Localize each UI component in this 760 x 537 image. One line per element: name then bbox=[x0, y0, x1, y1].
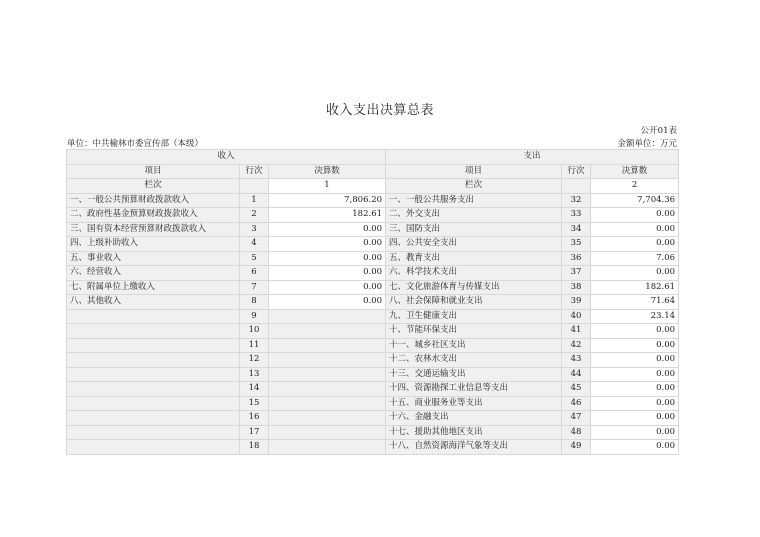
expense-item-cell: 十八、自然资源海洋气象等支出 bbox=[386, 440, 562, 455]
income-amount-cell bbox=[269, 411, 386, 426]
expense-rowno-cell: 41 bbox=[562, 324, 591, 339]
table-row bbox=[67, 295, 679, 310]
expense-amount-header: 决算数 bbox=[591, 164, 679, 179]
expense-item-cell: 四、公共安全支出 bbox=[386, 237, 562, 252]
income-rowno-cell: 11 bbox=[240, 338, 269, 353]
expense-amount-cell: 0.00 bbox=[591, 367, 679, 382]
expense-amount-cell: 0.00 bbox=[591, 324, 679, 339]
income-amount-cell: 0.00 bbox=[269, 237, 386, 252]
income-item-cell bbox=[67, 425, 240, 440]
expense-rowno-header: 行次 bbox=[562, 164, 591, 179]
expense-amount-cell: 0.00 bbox=[591, 353, 679, 368]
amount-unit-label: 金额单位：万元 bbox=[617, 139, 677, 149]
income-item-cell: 六、经营收入 bbox=[67, 266, 240, 281]
expense-amount-cell: 7,704.36 bbox=[591, 193, 679, 208]
table-row bbox=[67, 382, 679, 397]
expense-amount-cell: 0.00 bbox=[591, 266, 679, 281]
income-item-cell bbox=[67, 411, 240, 426]
expense-rowno-cell: 43 bbox=[562, 353, 591, 368]
income-item-cell bbox=[67, 309, 240, 324]
income-amount-header: 决算数 bbox=[269, 164, 386, 179]
expense-item-cell: 六、科学技术支出 bbox=[386, 266, 562, 281]
expense-amount-cell: 0.00 bbox=[591, 382, 679, 397]
table-row bbox=[67, 440, 679, 455]
income-amount-cell: 0.00 bbox=[269, 295, 386, 310]
expense-amount-cell: 23.14 bbox=[591, 309, 679, 324]
table-row bbox=[67, 338, 679, 353]
income-rowno-cell: 17 bbox=[240, 425, 269, 440]
income-column-label: 栏次 bbox=[67, 179, 240, 194]
table-row bbox=[67, 425, 679, 440]
expense-amount-cell: 0.00 bbox=[591, 237, 679, 252]
expense-rowno-cell: 48 bbox=[562, 425, 591, 440]
table-row bbox=[67, 222, 679, 237]
income-rowno-cell: 7 bbox=[240, 280, 269, 295]
income-rowno-cell: 15 bbox=[240, 396, 269, 411]
expense-rowno-cell: 38 bbox=[562, 280, 591, 295]
expense-amount-cell: 7.06 bbox=[591, 251, 679, 266]
expense-item-cell: 十、节能环保支出 bbox=[386, 324, 562, 339]
table-row bbox=[67, 411, 679, 426]
income-rowno-cell: 5 bbox=[240, 251, 269, 266]
expense-amount-cell: 0.00 bbox=[591, 208, 679, 223]
income-amount-cell bbox=[269, 440, 386, 455]
income-item-cell: 五、事业收入 bbox=[67, 251, 240, 266]
table-row bbox=[67, 237, 679, 252]
expense-rowno-cell: 33 bbox=[562, 208, 591, 223]
income-amount-cell: 7,806.20 bbox=[269, 193, 386, 208]
expense-item-cell: 二、外交支出 bbox=[386, 208, 562, 223]
expense-item-cell: 十一、城乡社区支出 bbox=[386, 338, 562, 353]
table-row bbox=[67, 324, 679, 339]
income-item-cell bbox=[67, 396, 240, 411]
income-rowno-cell: 9 bbox=[240, 309, 269, 324]
expense-amount-cell: 0.00 bbox=[591, 396, 679, 411]
expense-column-index: 2 bbox=[591, 179, 679, 194]
income-amount-cell: 0.00 bbox=[269, 280, 386, 295]
income-amount-cell: 0.00 bbox=[269, 266, 386, 281]
table-row bbox=[67, 208, 679, 223]
expense-item-cell: 十七、援助其他地区支出 bbox=[386, 425, 562, 440]
expense-rowno-cell: 34 bbox=[562, 222, 591, 237]
expense-amount-cell: 182.61 bbox=[591, 280, 679, 295]
table-row bbox=[67, 266, 679, 281]
income-section-header: 收入 bbox=[67, 150, 386, 165]
income-expense-table bbox=[66, 149, 679, 455]
income-item-header: 项目 bbox=[67, 164, 240, 179]
expense-item-cell: 十六、金融支出 bbox=[386, 411, 562, 426]
income-amount-cell bbox=[269, 353, 386, 368]
income-item-cell: 四、上级补助收入 bbox=[67, 237, 240, 252]
expense-amount-cell: 0.00 bbox=[591, 411, 679, 426]
expense-item-cell: 三、国防支出 bbox=[386, 222, 562, 237]
income-amount-cell bbox=[269, 324, 386, 339]
income-rowno-cell: 8 bbox=[240, 295, 269, 310]
income-rowno-cell: 16 bbox=[240, 411, 269, 426]
form-number: 公开01表 bbox=[640, 126, 677, 136]
income-rowno-cell: 1 bbox=[240, 193, 269, 208]
income-rowno-cell: 6 bbox=[240, 266, 269, 281]
table-row bbox=[67, 193, 679, 208]
income-item-cell: 八、其他收入 bbox=[67, 295, 240, 310]
income-item-cell bbox=[67, 367, 240, 382]
expense-item-cell: 一、一般公共服务支出 bbox=[386, 193, 562, 208]
expense-item-cell: 十二、农林水支出 bbox=[386, 353, 562, 368]
expense-rowno-cell: 46 bbox=[562, 396, 591, 411]
table-row bbox=[67, 280, 679, 295]
expense-rowno-cell: 37 bbox=[562, 266, 591, 281]
income-amount-cell bbox=[269, 425, 386, 440]
expense-rowno-cell: 47 bbox=[562, 411, 591, 426]
table-header-row-section bbox=[67, 150, 679, 165]
expense-rowno-cell: 36 bbox=[562, 251, 591, 266]
expense-amount-cell: 0.00 bbox=[591, 440, 679, 455]
income-amount-cell: 0.00 bbox=[269, 222, 386, 237]
page-title: 收入支出决算总表 bbox=[325, 103, 434, 118]
expense-amount-cell: 0.00 bbox=[591, 222, 679, 237]
expense-rowno-cell: 40 bbox=[562, 309, 591, 324]
expense-rowno-cell: 44 bbox=[562, 367, 591, 382]
table-row bbox=[67, 251, 679, 266]
income-rowno-cell: 14 bbox=[240, 382, 269, 397]
table-header-row-columns bbox=[67, 164, 679, 179]
expense-amount-cell: 71.64 bbox=[591, 295, 679, 310]
unit-row bbox=[67, 137, 677, 149]
income-rowno-cell: 4 bbox=[240, 237, 269, 252]
income-rowno-cell: 3 bbox=[240, 222, 269, 237]
income-amount-cell: 0.00 bbox=[269, 251, 386, 266]
income-rowno-cell: 10 bbox=[240, 324, 269, 339]
income-item-cell bbox=[67, 382, 240, 397]
expense-item-header: 项目 bbox=[386, 164, 562, 179]
income-item-cell bbox=[67, 353, 240, 368]
income-item-cell: 三、国有资本经营预算财政拨款收入 bbox=[67, 222, 240, 237]
income-item-cell bbox=[67, 324, 240, 339]
expense-rowno-cell: 42 bbox=[562, 338, 591, 353]
expense-column-label: 栏次 bbox=[386, 179, 562, 194]
expense-amount-cell: 0.00 bbox=[591, 425, 679, 440]
expense-column-rowno-blank bbox=[562, 179, 591, 194]
expense-item-cell: 十三、交通运输支出 bbox=[386, 367, 562, 382]
income-rowno-cell: 12 bbox=[240, 353, 269, 368]
expense-section-header: 支出 bbox=[386, 150, 679, 165]
expense-rowno-cell: 32 bbox=[562, 193, 591, 208]
expense-rowno-cell: 35 bbox=[562, 237, 591, 252]
expense-rowno-cell: 49 bbox=[562, 440, 591, 455]
income-amount-cell bbox=[269, 309, 386, 324]
unit-label: 单位：中共榆林市委宣传部（本级） bbox=[67, 139, 204, 149]
income-column-rowno-blank bbox=[240, 179, 269, 194]
income-amount-cell bbox=[269, 382, 386, 397]
income-item-cell: 七、附属单位上缴收入 bbox=[67, 280, 240, 295]
table-row bbox=[67, 309, 679, 324]
expense-item-cell: 九、卫生健康支出 bbox=[386, 309, 562, 324]
expense-item-cell: 七、文化旅游体育与传媒支出 bbox=[386, 280, 562, 295]
income-amount-cell bbox=[269, 338, 386, 353]
income-amount-cell bbox=[269, 396, 386, 411]
income-item-cell bbox=[67, 440, 240, 455]
expense-item-cell: 十四、资源勘探工业信息等支出 bbox=[386, 382, 562, 397]
income-item-cell: 二、政府性基金预算财政拨款收入 bbox=[67, 208, 240, 223]
expense-amount-cell: 0.00 bbox=[591, 338, 679, 353]
income-amount-cell bbox=[269, 367, 386, 382]
table-row bbox=[67, 396, 679, 411]
income-rowno-cell: 18 bbox=[240, 440, 269, 455]
income-item-cell bbox=[67, 338, 240, 353]
table-header-row-column-index bbox=[67, 179, 679, 194]
expense-rowno-cell: 45 bbox=[562, 382, 591, 397]
expense-item-cell: 五、教育支出 bbox=[386, 251, 562, 266]
income-column-index: 1 bbox=[269, 179, 386, 194]
income-rowno-header: 行次 bbox=[240, 164, 269, 179]
income-amount-cell: 182.61 bbox=[269, 208, 386, 223]
income-item-cell: 一、一般公共预算财政拨款收入 bbox=[67, 193, 240, 208]
table-row bbox=[67, 353, 679, 368]
table-row bbox=[67, 367, 679, 382]
expense-rowno-cell: 39 bbox=[562, 295, 591, 310]
income-rowno-cell: 13 bbox=[240, 367, 269, 382]
expense-item-cell: 八、社会保障和就业支出 bbox=[386, 295, 562, 310]
income-rowno-cell: 2 bbox=[240, 208, 269, 223]
expense-item-cell: 十五、商业服务业等支出 bbox=[386, 396, 562, 411]
